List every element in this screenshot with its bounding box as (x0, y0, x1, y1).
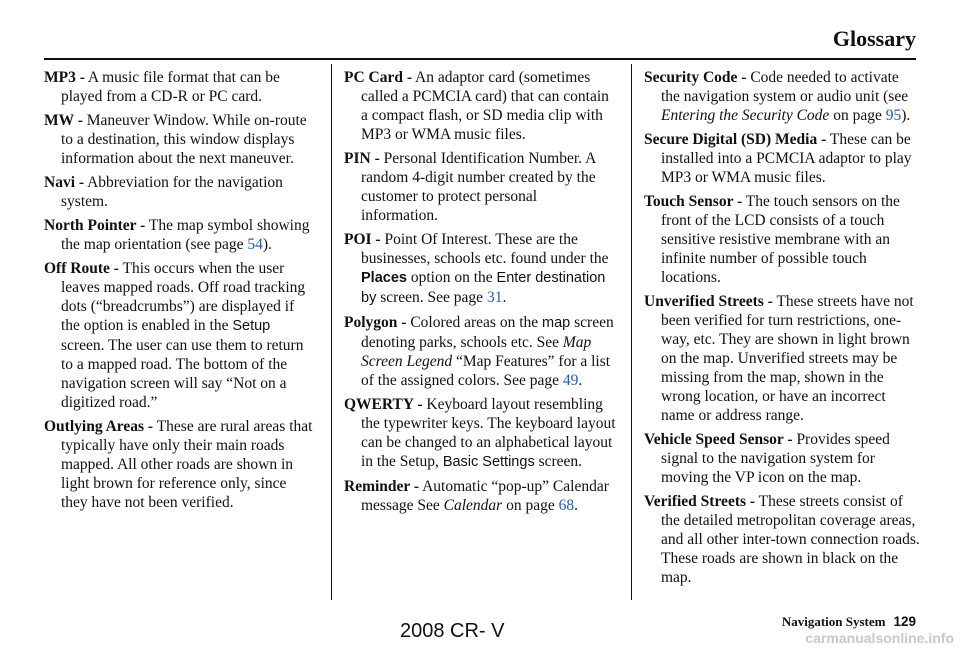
glossary-text: This occurs when the user leaves mapped roads. Off road tracking dots (“breadcrumbs”) are displayed if the option is enabled in the (61, 260, 306, 334)
glossary-text: Point Of Interest. These are the businesses, schools etc. found under the (361, 231, 609, 267)
glossary-entry (644, 192, 920, 287)
glossary-text: These can be installed into a PCMCIA adaptor to play MP3 or WMA music files. (661, 131, 912, 186)
glossary-term: Unverified Streets - (644, 293, 773, 310)
glossary-entry (344, 149, 616, 225)
page-footer (782, 614, 916, 630)
glossary-text: These streets have not been verified for turn restrictions, one-way, etc. They are shown in light brown on the map. Unverified streets may be missing from the map, shown in the wrong location, or have an incorrect name or address range. (661, 293, 914, 424)
glossary-entry (344, 230, 616, 308)
glossary-term: Touch Sensor - (644, 193, 743, 210)
glossary-text: Keyboard layout resembling the typewriter keys. The keyboard layout can be changed to an alphabetical layout in the Setup, (361, 396, 616, 470)
glossary-text: An adaptor card (sometimes called a PCMCIA card) that can contain a compact flash, or SD media clip with MP3 or WMA music files. (361, 69, 609, 143)
glossary-text: Abbreviation for the navigation system. (61, 174, 283, 210)
glossary-entry (344, 68, 616, 144)
glossary-text: on page (502, 497, 559, 514)
glossary-text: screen denoting parks, schools etc. See (361, 314, 614, 351)
header-rule (44, 58, 916, 60)
glossary-entry (344, 395, 616, 472)
glossary-term: North Pointer - (44, 217, 146, 234)
glossary-text: . (578, 372, 583, 389)
glossary-term: MP3 - (44, 69, 85, 86)
glossary-text: Entering the Security Code (661, 107, 830, 124)
glossary-column-2 (344, 68, 616, 520)
glossary-term: Reminder - (344, 478, 420, 495)
glossary-text: Personal Identification Number. A random 4-digit number created by the customer to protect personal information. (361, 150, 596, 224)
glossary-text: Calendar (443, 497, 503, 514)
glossary-term: Off Route - (44, 260, 119, 277)
glossary-term: POI - (344, 231, 381, 248)
glossary-text: Code needed to activate the navigation system or audio unit (see (661, 69, 909, 105)
glossary-entry (644, 292, 920, 425)
glossary-text: Provides speed signal to the navigation system for moving the VP icon on the map. (661, 431, 890, 486)
glossary-entry (44, 259, 316, 412)
glossary-text: on page (829, 107, 886, 124)
page-reference-link[interactable]: 68 (558, 497, 575, 514)
glossary-text: . (574, 497, 578, 514)
glossary-term: Outlying Areas - (44, 418, 154, 435)
glossary-term: MW - (44, 112, 83, 129)
glossary-entry (44, 173, 316, 211)
glossary-text: screen. (534, 453, 583, 470)
glossary-term: Verified Streets - (644, 493, 756, 510)
glossary-entry (644, 430, 920, 487)
column-divider (331, 64, 332, 600)
glossary-term: QWERTY - (344, 396, 423, 413)
page-reference-link[interactable]: 31 (486, 289, 503, 306)
glossary-entry (44, 111, 316, 168)
glossary-text: Basic Settings (442, 454, 535, 470)
glossary-column-1 (44, 68, 316, 517)
glossary-entry (644, 130, 920, 187)
glossary-text: These streets consist of the detailed metropolitan coverage areas, and all other inter-town connection roads. These roads are shown in black on the map. (661, 493, 920, 586)
glossary-entry (644, 68, 920, 125)
glossary-term: Secure Digital (SD) Media - (644, 131, 827, 148)
glossary-text: option on the (406, 269, 497, 286)
glossary-text: A music file format that can be played from a CD-R or PC card. (61, 69, 280, 105)
glossary-entry (44, 68, 316, 106)
glossary-entry (644, 492, 920, 587)
glossary-term: Polygon - (344, 314, 407, 331)
glossary-entry (44, 216, 316, 254)
footer-model: 2008 CR- V (400, 620, 505, 642)
glossary-text: Map Screen Legend (361, 334, 592, 370)
glossary-text: The touch sensors on the front of the LCD consists of a touch sensitive resistive membrane with an infinite number of possible touch locations. (661, 193, 900, 286)
glossary-text: ). (262, 236, 272, 253)
page-reference-link[interactable]: 54 (247, 236, 263, 253)
glossary-term: Vehicle Speed Sensor - (644, 431, 793, 448)
glossary-term: Navi - (44, 174, 85, 191)
glossary-text: Places (361, 270, 407, 286)
glossary-term: PC Card - (344, 69, 413, 86)
page-reference-link[interactable]: 95 (885, 107, 902, 124)
glossary-entry (44, 417, 316, 512)
glossary-text: The map symbol showing the map orientation (see page (61, 217, 310, 253)
glossary-text: screen. See page (376, 289, 487, 306)
glossary-text: Automatic “pop-up” Calendar message See (361, 478, 609, 514)
glossary-entry (344, 313, 616, 390)
glossary-text: “Map Features” for a list of the assigned colors. See page (361, 353, 611, 389)
glossary-text: Colored areas on the (406, 314, 543, 331)
footer-section-title: Navigation System (781, 614, 886, 629)
glossary-column-3 (644, 68, 920, 592)
glossary-text: map (542, 315, 571, 331)
glossary-text: These are rural areas that typically have only their main roads mapped. All other roads are shown in light brown for reference only, since they have not been verified. (61, 418, 313, 511)
glossary-text: screen. The user can use them to return to a mapped road. The bottom of the navigation screen will say “Not on a digitized road.” (61, 337, 304, 411)
glossary-term: Security Code - (644, 69, 747, 86)
glossary-text: Setup (232, 318, 271, 334)
glossary-entry (344, 477, 616, 515)
glossary-text: ). (901, 107, 911, 124)
page-reference-link[interactable]: 49 (562, 372, 579, 389)
glossary-text: Enter destination by (361, 270, 606, 306)
column-divider (631, 64, 632, 600)
page-number: 129 (893, 614, 916, 629)
glossary-text: . (502, 289, 507, 306)
page-title: Glossary (832, 26, 916, 51)
glossary-text: Maneuver Window. While on-route to a destination, this window displays information about the next maneuver. (61, 112, 307, 167)
glossary-term: PIN - (344, 150, 380, 167)
watermark: carmanualsonline.info (805, 630, 954, 646)
